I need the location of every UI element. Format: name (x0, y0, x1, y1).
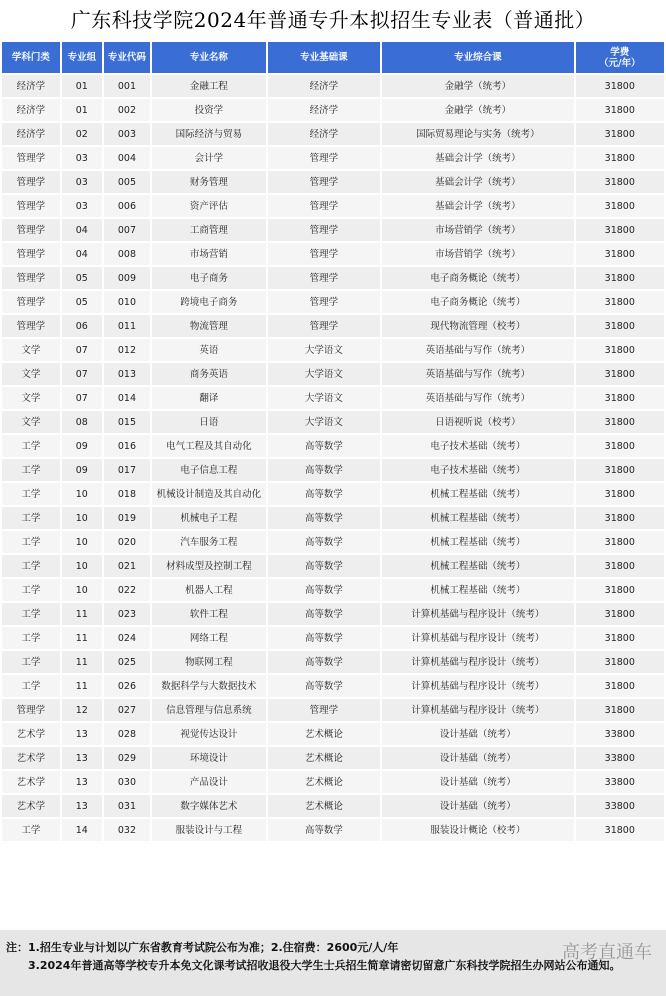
cell-major: 工商管理 (152, 219, 266, 241)
table-row (2, 339, 664, 361)
table-row (2, 387, 664, 409)
cell-group: 13 (62, 747, 102, 769)
cell-code: 023 (104, 603, 150, 625)
cell-category: 管理学 (2, 147, 60, 169)
cell-major: 信息管理与信息系统 (152, 699, 266, 721)
cell-category: 经济学 (2, 123, 60, 145)
cell-group: 02 (62, 123, 102, 145)
cell-basic-course: 高等数学 (268, 675, 381, 697)
cell-code: 020 (104, 531, 150, 553)
page-title: 广东科技学院2024年普通专升本拟招生专业表（普通批） (70, 8, 596, 32)
cell-basic-course: 高等数学 (268, 603, 381, 625)
cell-category: 管理学 (2, 243, 60, 265)
cell-category: 艺术学 (2, 747, 60, 769)
cell-code: 005 (104, 171, 150, 193)
cell-category: 工学 (2, 627, 60, 649)
cell-category: 经济学 (2, 99, 60, 121)
table-row (2, 171, 664, 193)
cell-comprehensive-course: 日语视听说（校考） (382, 411, 573, 433)
cell-category: 艺术学 (2, 723, 60, 745)
cell-comprehensive-course: 机械工程基础（统考） (382, 483, 573, 505)
table-row (2, 123, 664, 145)
cell-comprehensive-course: 金融学（统考） (382, 99, 573, 121)
cell-basic-course: 高等数学 (268, 555, 381, 577)
cell-comprehensive-course: 英语基础与写作（统考） (382, 387, 573, 409)
cell-comprehensive-course: 基础会计学（统考） (382, 195, 573, 217)
cell-comprehensive-course: 市场营销学（统考） (382, 219, 573, 241)
cell-group: 13 (62, 771, 102, 793)
cell-category: 工学 (2, 603, 60, 625)
cell-code: 011 (104, 315, 150, 337)
cell-comprehensive-course: 英语基础与写作（统考） (382, 363, 573, 385)
header-tuition (576, 42, 664, 73)
cell-group: 07 (62, 387, 102, 409)
cell-comprehensive-course: 设计基础（统考） (382, 795, 573, 817)
table-row (2, 651, 664, 673)
cell-major: 环境设计 (152, 747, 266, 769)
cell-category: 工学 (2, 531, 60, 553)
cell-tuition: 31800 (576, 531, 664, 553)
cell-code: 032 (104, 819, 150, 841)
table-row (2, 315, 664, 337)
cell-major: 机械电子工程 (152, 507, 266, 529)
cell-basic-course: 大学语文 (268, 387, 381, 409)
table-row (2, 507, 664, 529)
cell-basic-course: 管理学 (268, 699, 381, 721)
cell-category: 工学 (2, 675, 60, 697)
cell-category: 文学 (2, 339, 60, 361)
cell-category: 管理学 (2, 267, 60, 289)
cell-category: 工学 (2, 555, 60, 577)
note-line-2: 3.2024年普通高等学校专升本免文化课考试招收退役大学生士兵招生简章请密切留意广东科技学院招生办网站公布通知。 (28, 959, 621, 972)
cell-major: 翻译 (152, 387, 266, 409)
cell-comprehensive-course: 服装设计概论（校考） (382, 819, 573, 841)
table-row (2, 531, 664, 553)
table-row (2, 291, 664, 313)
cell-category: 管理学 (2, 219, 60, 241)
cell-basic-course: 高等数学 (268, 819, 381, 841)
table-row (2, 243, 664, 265)
cell-group: 12 (62, 699, 102, 721)
cell-comprehensive-course: 现代物流管理（校考） (382, 315, 573, 337)
cell-tuition: 31800 (576, 267, 664, 289)
cell-basic-course: 经济学 (268, 123, 381, 145)
cell-basic-course: 经济学 (268, 75, 381, 97)
cell-code: 007 (104, 219, 150, 241)
cell-major: 国际经济与贸易 (152, 123, 266, 145)
cell-group: 10 (62, 531, 102, 553)
cell-category: 文学 (2, 387, 60, 409)
cell-tuition: 31800 (576, 243, 664, 265)
cell-category: 管理学 (2, 171, 60, 193)
cell-comprehensive-course: 计算机基础与程序设计（统考） (382, 627, 573, 649)
watermark: 高考直通车 (562, 942, 652, 963)
cell-comprehensive-course: 计算机基础与程序设计（统考） (382, 699, 573, 721)
table-row (2, 267, 664, 289)
table-row (2, 723, 664, 745)
cell-group: 10 (62, 507, 102, 529)
cell-group: 11 (62, 651, 102, 673)
cell-major: 投资学 (152, 99, 266, 121)
cell-group: 13 (62, 795, 102, 817)
major-table (0, 40, 666, 843)
cell-comprehensive-course: 电子商务概论（统考） (382, 267, 573, 289)
cell-group: 06 (62, 315, 102, 337)
cell-group: 03 (62, 171, 102, 193)
cell-code: 029 (104, 747, 150, 769)
cell-tuition: 31800 (576, 675, 664, 697)
cell-group: 11 (62, 603, 102, 625)
cell-tuition: 31800 (576, 171, 664, 193)
cell-tuition: 33800 (576, 747, 664, 769)
cell-group: 09 (62, 459, 102, 481)
cell-major: 商务英语 (152, 363, 266, 385)
header-comprehensive-course: 专业综合课 (382, 42, 573, 73)
cell-category: 文学 (2, 411, 60, 433)
table-header-row (2, 42, 664, 73)
cell-basic-course: 管理学 (268, 147, 381, 169)
cell-group: 04 (62, 243, 102, 265)
cell-code: 013 (104, 363, 150, 385)
cell-code: 001 (104, 75, 150, 97)
table-row (2, 411, 664, 433)
cell-code: 022 (104, 579, 150, 601)
cell-code: 016 (104, 435, 150, 457)
cell-code: 004 (104, 147, 150, 169)
cell-category: 经济学 (2, 75, 60, 97)
cell-major: 物流管理 (152, 315, 266, 337)
cell-basic-course: 大学语文 (268, 411, 381, 433)
cell-tuition: 31800 (576, 219, 664, 241)
cell-basic-course: 管理学 (268, 291, 381, 313)
cell-major: 网络工程 (152, 627, 266, 649)
cell-major: 机器人工程 (152, 579, 266, 601)
cell-major: 会计学 (152, 147, 266, 169)
cell-group: 10 (62, 579, 102, 601)
cell-code: 026 (104, 675, 150, 697)
cell-code: 012 (104, 339, 150, 361)
cell-tuition: 31800 (576, 507, 664, 529)
cell-tuition: 31800 (576, 603, 664, 625)
cell-category: 工学 (2, 651, 60, 673)
cell-basic-course: 经济学 (268, 99, 381, 121)
cell-category: 文学 (2, 363, 60, 385)
cell-code: 028 (104, 723, 150, 745)
table-row (2, 675, 664, 697)
cell-tuition: 31800 (576, 123, 664, 145)
cell-major: 日语 (152, 411, 266, 433)
table-row (2, 555, 664, 577)
cell-comprehensive-course: 设计基础（统考） (382, 771, 573, 793)
cell-basic-course: 高等数学 (268, 483, 381, 505)
cell-group: 07 (62, 363, 102, 385)
cell-major: 汽车服务工程 (152, 531, 266, 553)
cell-major: 数字媒体艺术 (152, 795, 266, 817)
cell-major: 机械设计制造及其自动化 (152, 483, 266, 505)
cell-category: 工学 (2, 507, 60, 529)
cell-code: 027 (104, 699, 150, 721)
cell-category: 管理学 (2, 195, 60, 217)
cell-major: 资产评估 (152, 195, 266, 217)
cell-code: 008 (104, 243, 150, 265)
table-row (2, 699, 664, 721)
table-row (2, 603, 664, 625)
cell-tuition: 31800 (576, 195, 664, 217)
table-row (2, 627, 664, 649)
cell-comprehensive-course: 机械工程基础（统考） (382, 507, 573, 529)
cell-basic-course: 艺术概论 (268, 771, 381, 793)
cell-basic-course: 高等数学 (268, 579, 381, 601)
table-row (2, 795, 664, 817)
cell-group: 01 (62, 75, 102, 97)
cell-tuition: 31800 (576, 627, 664, 649)
cell-comprehensive-course: 市场营销学（统考） (382, 243, 573, 265)
cell-tuition: 31800 (576, 579, 664, 601)
cell-code: 015 (104, 411, 150, 433)
cell-comprehensive-course: 计算机基础与程序设计（统考） (382, 675, 573, 697)
cell-comprehensive-course: 基础会计学（统考） (382, 147, 573, 169)
table-row (2, 195, 664, 217)
table-row (2, 219, 664, 241)
cell-major: 电子信息工程 (152, 459, 266, 481)
cell-major: 市场营销 (152, 243, 266, 265)
table-row (2, 147, 664, 169)
cell-basic-course: 高等数学 (268, 531, 381, 553)
cell-code: 019 (104, 507, 150, 529)
cell-basic-course: 管理学 (268, 219, 381, 241)
note-line-1: 注：1.招生专业与计划以广东省教育考试院公布为准；2.住宿费：2600元/人/年 (6, 941, 399, 954)
cell-tuition: 31800 (576, 435, 664, 457)
cell-major: 电气工程及其自动化 (152, 435, 266, 457)
cell-major: 软件工程 (152, 603, 266, 625)
cell-group: 13 (62, 723, 102, 745)
cell-group: 07 (62, 339, 102, 361)
cell-code: 003 (104, 123, 150, 145)
cell-group: 14 (62, 819, 102, 841)
cell-basic-course: 大学语文 (268, 363, 381, 385)
header-basic-course: 专业基础课 (268, 42, 381, 73)
cell-category: 工学 (2, 435, 60, 457)
cell-comprehensive-course: 电子商务概论（统考） (382, 291, 573, 313)
cell-code: 031 (104, 795, 150, 817)
cell-major: 产品设计 (152, 771, 266, 793)
cell-basic-course: 管理学 (268, 195, 381, 217)
cell-tuition: 31800 (576, 291, 664, 313)
cell-category: 管理学 (2, 315, 60, 337)
cell-tuition: 31800 (576, 387, 664, 409)
cell-basic-course: 管理学 (268, 171, 381, 193)
header-category: 学科门类 (2, 42, 60, 73)
cell-comprehensive-course: 设计基础（统考） (382, 723, 573, 745)
cell-tuition: 31800 (576, 699, 664, 721)
cell-comprehensive-course: 机械工程基础（统考） (382, 555, 573, 577)
table-row (2, 819, 664, 841)
cell-major: 数据科学与大数据技术 (152, 675, 266, 697)
cell-category: 工学 (2, 483, 60, 505)
header-major: 专业名称 (152, 42, 266, 73)
table-row (2, 483, 664, 505)
cell-basic-course: 管理学 (268, 315, 381, 337)
cell-basic-course: 管理学 (268, 243, 381, 265)
cell-major: 跨境电子商务 (152, 291, 266, 313)
cell-category: 工学 (2, 579, 60, 601)
cell-basic-course: 高等数学 (268, 651, 381, 673)
cell-basic-course: 艺术概论 (268, 723, 381, 745)
cell-major: 电子商务 (152, 267, 266, 289)
cell-tuition: 31800 (576, 99, 664, 121)
cell-group: 04 (62, 219, 102, 241)
cell-major: 英语 (152, 339, 266, 361)
cell-tuition: 31800 (576, 555, 664, 577)
cell-code: 024 (104, 627, 150, 649)
cell-tuition: 33800 (576, 771, 664, 793)
cell-group: 11 (62, 675, 102, 697)
cell-group: 10 (62, 483, 102, 505)
cell-comprehensive-course: 计算机基础与程序设计（统考） (382, 651, 573, 673)
cell-major: 材料成型及控制工程 (152, 555, 266, 577)
cell-comprehensive-course: 机械工程基础（统考） (382, 579, 573, 601)
table-row (2, 747, 664, 769)
cell-group: 01 (62, 99, 102, 121)
cell-comprehensive-course: 电子技术基础（统考） (382, 435, 573, 457)
cell-group: 05 (62, 291, 102, 313)
table-row (2, 75, 664, 97)
cell-category: 艺术学 (2, 795, 60, 817)
cell-tuition: 31800 (576, 459, 664, 481)
cell-code: 002 (104, 99, 150, 121)
cell-tuition: 31800 (576, 411, 664, 433)
cell-basic-course: 高等数学 (268, 627, 381, 649)
cell-comprehensive-course: 英语基础与写作（统考） (382, 339, 573, 361)
cell-code: 009 (104, 267, 150, 289)
cell-basic-course: 大学语文 (268, 339, 381, 361)
cell-tuition: 31800 (576, 147, 664, 169)
cell-basic-course: 管理学 (268, 267, 381, 289)
cell-group: 11 (62, 627, 102, 649)
cell-basic-course: 艺术概论 (268, 795, 381, 817)
cell-code: 018 (104, 483, 150, 505)
cell-comprehensive-course: 金融学（统考） (382, 75, 573, 97)
cell-comprehensive-course: 机械工程基础（统考） (382, 531, 573, 553)
cell-comprehensive-course: 电子技术基础（统考） (382, 459, 573, 481)
cell-basic-course: 高等数学 (268, 459, 381, 481)
table-row (2, 771, 664, 793)
cell-major: 视觉传达设计 (152, 723, 266, 745)
cell-major: 金融工程 (152, 75, 266, 97)
cell-code: 017 (104, 459, 150, 481)
cell-tuition: 31800 (576, 339, 664, 361)
cell-group: 09 (62, 435, 102, 457)
cell-basic-course: 艺术概论 (268, 747, 381, 769)
table-row (2, 579, 664, 601)
cell-code: 014 (104, 387, 150, 409)
cell-code: 010 (104, 291, 150, 313)
cell-code: 006 (104, 195, 150, 217)
cell-comprehensive-course: 基础会计学（统考） (382, 171, 573, 193)
cell-code: 025 (104, 651, 150, 673)
cell-tuition: 31800 (576, 363, 664, 385)
cell-category: 艺术学 (2, 771, 60, 793)
cell-basic-course: 高等数学 (268, 435, 381, 457)
table-row (2, 459, 664, 481)
cell-code: 030 (104, 771, 150, 793)
cell-comprehensive-course: 设计基础（统考） (382, 747, 573, 769)
cell-group: 03 (62, 147, 102, 169)
cell-comprehensive-course: 计算机基础与程序设计（统考） (382, 603, 573, 625)
cell-major: 服装设计与工程 (152, 819, 266, 841)
table-row (2, 99, 664, 121)
cell-group: 08 (62, 411, 102, 433)
cell-category: 工学 (2, 819, 60, 841)
header-tuition-unit: （元/年） (599, 57, 641, 69)
cell-category: 工学 (2, 459, 60, 481)
cell-tuition: 31800 (576, 651, 664, 673)
cell-code: 021 (104, 555, 150, 577)
cell-category: 管理学 (2, 699, 60, 721)
header-group: 专业组 (62, 42, 102, 73)
cell-tuition: 31800 (576, 75, 664, 97)
cell-tuition: 31800 (576, 819, 664, 841)
cell-tuition: 33800 (576, 795, 664, 817)
cell-major: 物联网工程 (152, 651, 266, 673)
cell-tuition: 31800 (576, 315, 664, 337)
table-row (2, 363, 664, 385)
cell-major: 财务管理 (152, 171, 266, 193)
cell-group: 03 (62, 195, 102, 217)
cell-comprehensive-course: 国际贸易理论与实务（统考） (382, 123, 573, 145)
table-row (2, 435, 664, 457)
cell-tuition: 33800 (576, 723, 664, 745)
cell-tuition: 31800 (576, 483, 664, 505)
cell-category: 管理学 (2, 291, 60, 313)
cell-group: 10 (62, 555, 102, 577)
cell-group: 05 (62, 267, 102, 289)
header-code: 专业代码 (104, 42, 150, 73)
cell-basic-course: 高等数学 (268, 507, 381, 529)
header-tuition-label: 学费 (610, 46, 630, 58)
